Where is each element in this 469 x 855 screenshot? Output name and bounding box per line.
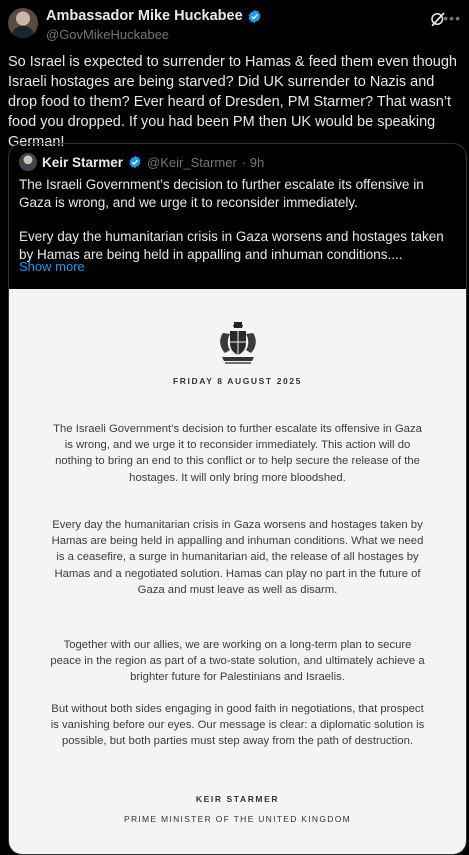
document-paragraph-3: Together with our allies, we are working on a long-term plan to secure peace in the region as part of a two-state solution, and ultimately achieve a brighter future for Palestinians and Israelis. xyxy=(50,639,425,684)
avatar[interactable] xyxy=(8,8,38,38)
more-icon[interactable]: ••• xyxy=(443,10,461,26)
document-paragraph-4: But without both sides engaging in good faith in negotiations, that prospect is vanishing before our eyes. Our message is clear: a diplomatic solution is possible, but both parties must step away from the path of destruction. xyxy=(50,703,425,748)
quote-author-name: Keir Starmer xyxy=(42,154,124,170)
royal-crest-icon xyxy=(213,319,263,369)
document-paragraph-2: Every day the humanitarian crisis in Gaza worsens and hostages taken by Hamas are being held in appalling and inhuman conditions. What we need is a ceasefire, a surge in humanitarian aid, the release of all hostages by Hamas and a negotiated solution. Hamas can play no part in the future of Gaza and must leave as well as disarm. xyxy=(51,519,424,596)
quote-paragraph-2: Every day the humanitarian crisis in Gaza worsens and hostages taken by Hamas are being held in appalling and inhuman conditions.... xyxy=(19,229,444,262)
post-header xyxy=(8,6,461,46)
document-date: FRIDAY 8 AUGUST 2025 xyxy=(173,376,302,386)
author-row xyxy=(46,8,262,24)
statement-image[interactable] xyxy=(9,289,466,854)
quote-avatar xyxy=(19,153,37,171)
quote-header xyxy=(19,153,264,171)
signature-title: PRIME MINISTER OF THE UNITED KINGDOM xyxy=(123,814,352,824)
document-paragraph-1: The Israeli Government’s decision to further escalate its offensive in Gaza is wrong, and we urge it to reconsider immediately. This action will do nothing to bring an end to this conflict or to help secure the release of the hostages. It will only bring more bloodshed. xyxy=(53,423,422,484)
quote-paragraph-1: The Israeli Government’s decision to further escalate its offensive in Gaza is wrong, and we urge it to reconsider immediately. xyxy=(19,177,424,210)
verified-badge-icon xyxy=(247,9,262,24)
verified-badge-icon xyxy=(128,155,142,169)
author-name[interactable]: Ambassador Mike Huckabee xyxy=(46,8,243,24)
show-more-link[interactable]: Show more xyxy=(19,259,85,274)
author-handle[interactable]: @GovMikeHuckabee xyxy=(46,27,170,42)
signature-name: KEIR STARMER xyxy=(195,794,280,804)
post-text: So Israel is expected to surrender to Hamas & feed them even though Israeli hostages are being starved? Did UK surrender to Nazis and drop food to them? Ever heard of Dresden, PM Starmer? That wasn’t food you dropped. If you had been PM then UK would be speaking German! xyxy=(8,54,457,150)
quote-time: · 9h xyxy=(241,154,265,170)
quote-author-handle: @Keir_Starmer xyxy=(147,154,237,170)
quoted-post[interactable] xyxy=(8,143,467,855)
